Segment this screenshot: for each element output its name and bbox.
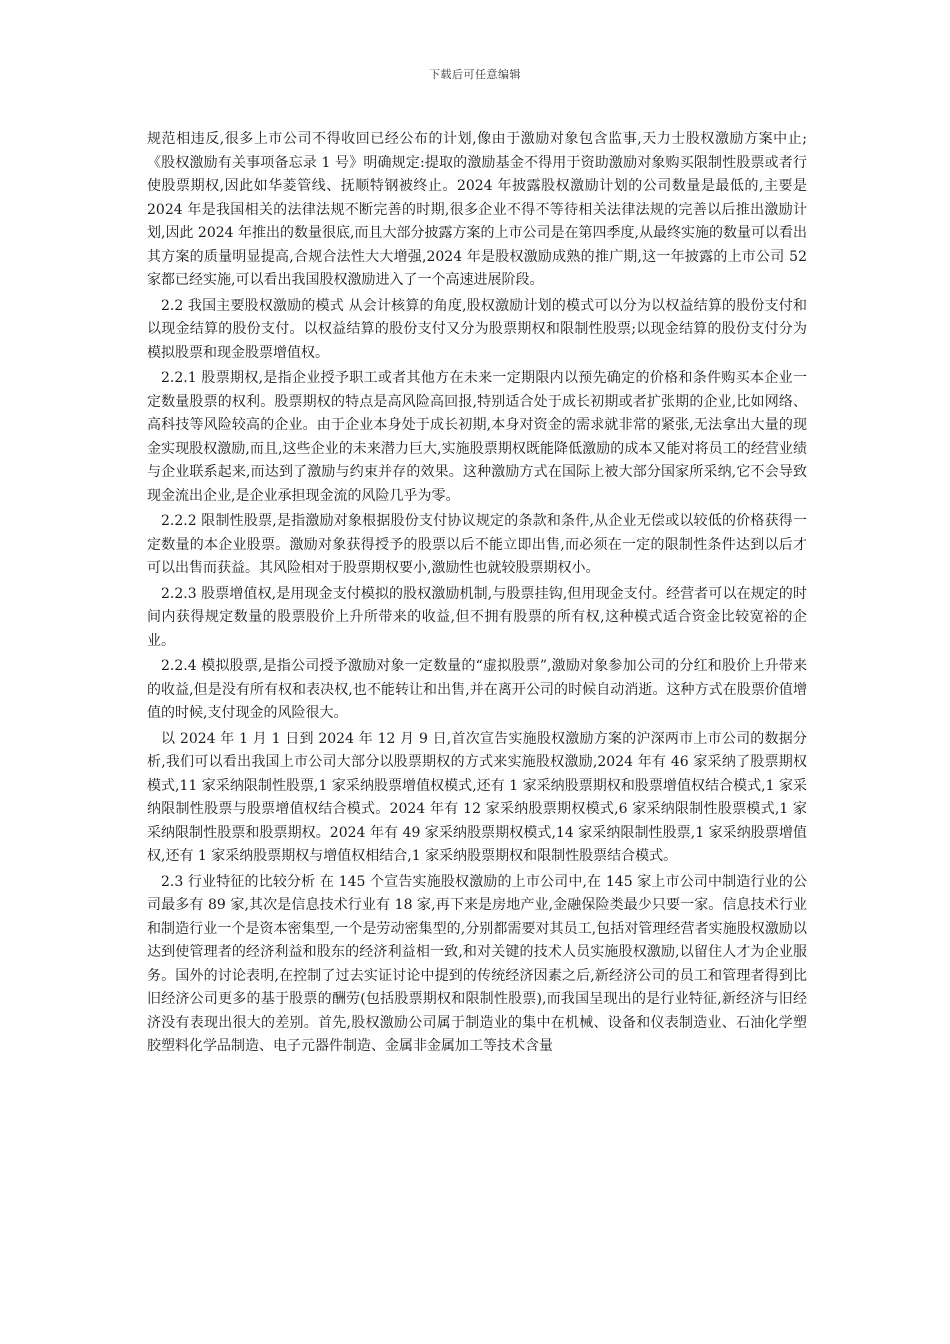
paragraph-data-analysis: 以 2024 年 1 月 1 日到 2024 年 12 月 9 日,首次宣告实施股权激励方案的沪深两市上市公司的数据分析,我们可以看出我国上市公司大部分以股票期权的方式来实施股权激励,2024 年有 46 家采纳了股票期权模式,11 家采纳限制性股票,1 家采纳股票增值权模式,还有 1 家采纳股票期权和股票增值权结合模式,1 家采纳限制性股票与股票增值权结合模式。2024 年有 12 家采纳股票期权模式,6 家采纳限制性股票模式,1 家采纳限制性股票和股票期权。2024 年有 49 家采纳股票期权模式,14 家采纳限制性股票,1 家采纳股票增值权,还有 1 家采纳股票期权与增值权相结合,1 家采纳股票期权和限制性股票结合模式。 xyxy=(147,730,807,864)
paragraph-continuation: 规范相违反,很多上市公司不得收回已经公布的计划,像由于激励对象包含监事,天力士股权激励方案中止;《股权激励有关事项备忘录 1 号》明确规定:提取的激励基金不得用于资助激励对象购买限制性股票或者行使股票期权,因此如华菱管线、抚顺特钢被终止。2024 年披露股权激励计划的公司数量是最低的,主要是 2024 年是我国相关的法律法规不断完善的时期,很多企业不得不等待相关法律法规的完善以后推出激励计划,因此 2024 年推出的数量很底,而且大部分披露方案的上市公司是在第四季度,从最终实施的数量可以看出其方案的质量明显提高,合规合法性大大增强,2024 年是股权激励成熟的推广期,这一年披露的上市公司 52 家都已经实施,可以看出我国股权激励进入了一个高速进展阶段。 xyxy=(147,131,807,288)
paragraph-section-2-2: 2.2 我国主要股权激励的模式 从会计核算的角度,股权激励计划的模式可以分为以权益结算的股份支付和以现金结算的股份支付。以权益结算的股份支付又分为股票期权和限制性股票;以现金结算的股份支付分为模拟股票和现金股票增值权。 xyxy=(147,297,807,361)
paragraph-section-2-2-4: 2.2.4 模拟股票,是指公司授予激励对象一定数量的“虚拟股票”,激励对象参加公司的分红和股价上升带来的收益,但是没有所有权和表决权,也不能转让和出售,并在离开公司的时候自动消逝。这种方式在股票价值增值的时候,支付现金的风险很大。 xyxy=(147,658,807,721)
paragraph-section-2-2-3: 2.2.3 股票增值权,是用现金支付模拟的股权激励机制,与股票挂钩,但用现金支付。经营者可以在规定的时间内获得规定数量的股票股价上升所带来的收益,但不拥有股票的所有权,这种模式适合资金比较宽裕的企业。 xyxy=(147,585,807,649)
paragraph-section-2-2-2: 2.2.2 限制性股票,是指激励对象根据股份支付协议规定的条款和条件,从企业无偿或以较低的价格获得一定数量的本企业股票。激励对象获得授予的股票以后不能立即出售,而必须在一定的限制性条件达到以后才可以出售而获益。其风险相对于股票期权要小,激励性也就较股票期权小。 xyxy=(147,513,807,576)
page-header-note: 下载后可任意编辑 xyxy=(429,68,521,81)
paragraph-section-2-3: 2.3 行业特征的比较分析 在 145 个宣告实施股权激励的上市公司中,在 145 家上市公司中制造行业的公司最多有 89 家,其次是信息技术行业有 18 家,再下来是房地产业,金融保险类最少只要一家。信息技术行业和制造行业一个是资本密集型,一个是劳动密集型的,分别都需要对其员工,包括对管理经营者实施股权激励以达到使管理者的经济利益和股东的经济利益相一致,和对关键的技术人员实施股权激励,以留住人才为企业服务。国外的讨论表明,在控制了过去实证讨论中提到的传统经济因素之后,新经济公司的员工和管理者得到比旧经济公司更多的基于股票的酬劳(包括股票期权和限制性股票),而我国呈现出的是行业特征,新经济与旧经济没有表现出很大的差别。首先,股权激励公司属于制造业的集中在机械、设备和仪表制造业、石油化学塑胶塑料化学品制造、电子元器件制造、金属非金属加工等技术含量 xyxy=(147,873,807,1054)
paragraph-section-2-2-1: 2.2.1 股票期权,是指企业授予职工或者其他方在未来一定期限内以预先确定的价格和条件购买本企业一定数量股票的权利。股票期权的特点是高风险高回报,特别适合处于成长初期或者扩张期的企业,比如网络、高科技等风险较高的企业。由于企业本身处于成长初期,本身对资金的需求就非常的紧张,无法拿出大量的现金实现股权激励,而且,这些企业的未来潜力巨大,实施股票期权既能降低激励的成本又能对将员工的经营业绩与企业联系起来,而达到了激励与约束并存的效果。这种激励方式在国际上被大部分国家所采纳,它不会导致现金流出企业,是企业承担现金流的风险几乎为零。 xyxy=(147,370,807,504)
document-body xyxy=(147,128,807,1061)
